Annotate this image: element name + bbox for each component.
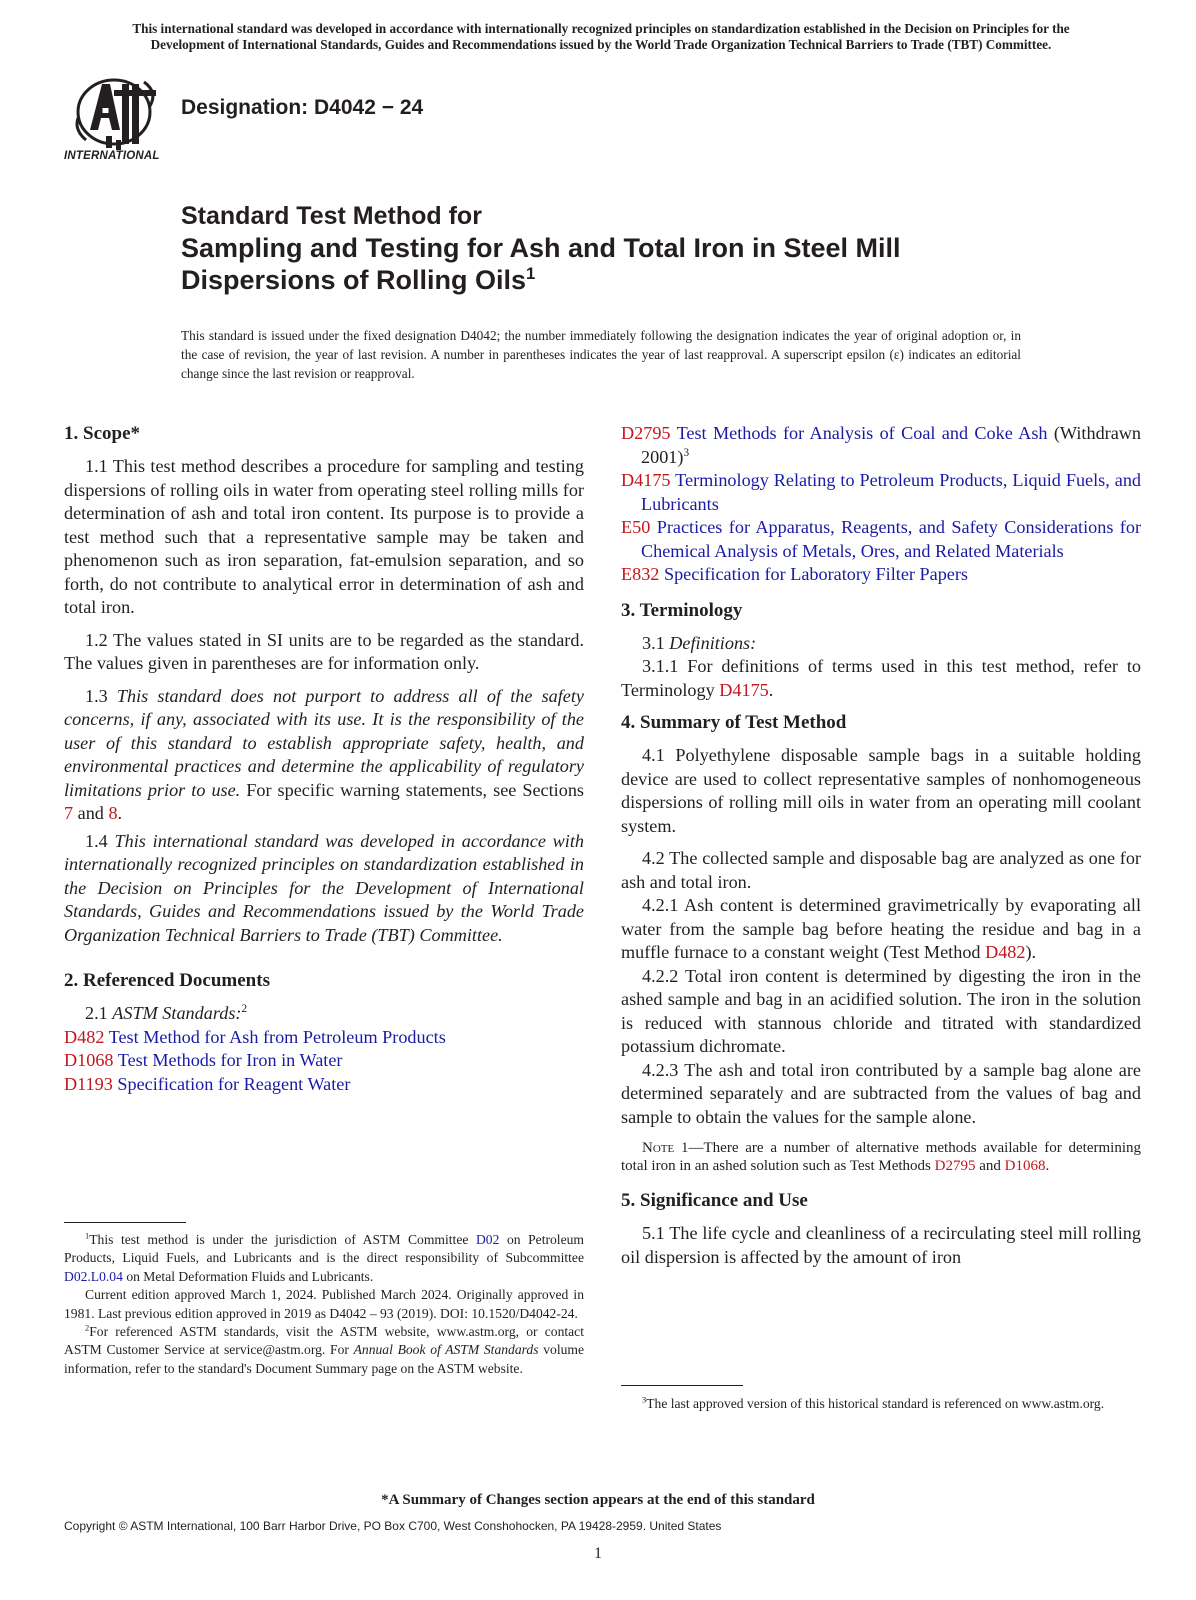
left-column — [64, 422, 584, 1096]
para-4-2-1 — [621, 894, 1141, 965]
footnote-2-italic: Annual Book of ASTM Standards — [353, 1342, 539, 1358]
title-footnote-mark[interactable]: 1 — [526, 264, 536, 283]
section-5-heading: 5. Significance and Use — [621, 1190, 808, 1211]
para-1-4-italic: This international standard was developed in accordance with internationally recognized principles on standardization established in the Decision on Principles for the Development of International Standards, Guides and Recommendations issued by the World Trade Organization Technical Barriers to Trade (TBT) Committee. — [64, 830, 585, 945]
footnote-2-text-a: For referenced ASTM standards, visit the ASTM website, www.astm.org, or contact ASTM Customer Service at service@astm.org. For — [64, 1324, 584, 1358]
d1068-link[interactable]: D1068 — [1004, 1158, 1046, 1174]
para-1-4 — [64, 830, 584, 948]
title-line3-text: Dispersions of Rolling Oils — [181, 265, 527, 295]
footnote-2 — [64, 1323, 584, 1378]
ref-title: Specification for Reagent Water — [117, 1073, 351, 1094]
section-4-heading: 4. Summary of Test Method — [621, 712, 847, 733]
subcommittee-link[interactable]: D02.L0.04 — [64, 1268, 123, 1284]
para-4-2-2: 4.2.2 Total iron content is determined by digesting the iron in the ashed sample and bag in an acidified solution. The iron in the solution is reduced with stannous chloride and titrated with standardized potassium dichromate. — [621, 965, 1141, 1056]
ref-code: D482 — [64, 1026, 105, 1047]
title-line1: Standard Test Method for — [181, 202, 482, 230]
ref-e832[interactable] — [621, 563, 1141, 587]
title-line3 — [181, 264, 1081, 296]
ref-title: Test Methods for Iron in Water — [117, 1050, 343, 1070]
right-column — [621, 422, 1141, 1278]
footnote-2-mark[interactable]: 2 — [241, 1002, 248, 1015]
section-1-heading: 1. Scope* — [64, 423, 140, 444]
footnote-1 — [64, 1231, 584, 1286]
para-2-1-num: 2.1 — [85, 1003, 108, 1023]
footnote-2-text-b: volume information, refer to the standard's Document Summary page on the ASTM website. — [64, 1342, 585, 1376]
committee-d02-link[interactable]: D02 — [475, 1232, 500, 1247]
para-5-1: 5.1 The life cycle and cleanliness of a recirculating steel mill rolling oil dispersion is affected by the amount of iron — [621, 1223, 1141, 1267]
para-2-1-italic: ASTM Standards: — [112, 1003, 242, 1023]
ref-title: Practices for Apparatus, Reagents, and Safety Considerations for Chemical Analysis of Metals, Ores, and Related Materials — [641, 517, 1142, 561]
para-1-3-italic: This standard does not purport to address all of the safety concerns, if any, associated with its use. It is the responsibility of the user of this standard to establish appropriate safety, health, and environmental practices and determine the applicability of regulatory limitations prior to use. — [64, 685, 584, 800]
copyright: Copyright © ASTM International, 100 Barr Harbor Drive, PO Box C700, West Conshohocken, PA 19428-2959. United States — [64, 1519, 722, 1533]
para-4-2-1-text: 4.2.1 Ash content is determined gravimetrically by evaporating all water from the sample bag before heating the residue and bag in a muffle furnace to a constant weight (Test Method — [621, 895, 1141, 962]
tbt-notice-line2: Development of International Standards, Guides and Recommendations issued by the World Trade Organization Technical Barriers to Trade (TBT) Committee. — [150, 37, 1052, 52]
tbt-notice — [58, 21, 1144, 53]
para-1-3-and: and — [77, 803, 104, 823]
ref-title: Specification for Laboratory Filter Papers — [663, 564, 968, 584]
ref-d482[interactable] — [64, 1026, 584, 1050]
note-1 — [621, 1139, 1141, 1175]
para-1-3-num: 1.3 — [85, 685, 108, 706]
para-4-1: 4.1 Polyethylene disposable sample bags in a suitable holding device are used to collect representative samples of nonhomogeneous dispersions of rolling mill oils in water from an operating mill coolant system. — [621, 745, 1141, 836]
section-7-link[interactable]: 7 — [64, 803, 74, 823]
footnote-1-mark: 1 — [85, 1230, 90, 1241]
para-4-2-3: 4.2.3 The ash and total iron contributed by a sample bag alone are determined separately and are subtracted from the values of bag and sample to obtain the values for the sample alone. — [621, 1059, 1141, 1127]
para-3-1-italic: Definitions: — [669, 632, 757, 653]
title-line2: Sampling and Testing for Ash and Total Iron in Steel Mill — [181, 233, 901, 263]
ref-withdrawn: (Withdrawn 2001) — [641, 423, 1142, 467]
footnote-1-edition: Current edition approved March 1, 2024. Published March 2024. Originally approved in 1981. Last previous edition approved in 2019 as D4042 – 93 (2019). DOI: 10.1520/D4042-24. — [64, 1287, 584, 1321]
logo-international-text: INTERNATIONAL — [64, 150, 160, 162]
footnote-rule-left — [64, 1222, 186, 1223]
page-title — [181, 200, 1081, 296]
note-1-label: Note 1 — [642, 1140, 689, 1156]
footnote-3-mark[interactable]: 3 — [683, 446, 690, 459]
footnotes-left — [64, 1231, 584, 1378]
note-1-text: —There are a number of alternative methods available for determining total iron in an ashed solution such as Test Methods — [621, 1140, 1141, 1174]
section-2-heading: 2. Referenced Documents — [64, 970, 270, 991]
para-3-1-num: 3.1 — [642, 632, 665, 653]
para-1-3-tail: For specific warning statements, see Sections — [246, 779, 584, 800]
footnote-1-text-b: on Petroleum Products, Liquid Fuels, and Lubricants and is the direct responsibility of Subcommittee — [64, 1232, 584, 1266]
d4175-link[interactable]: D4175 — [719, 679, 769, 700]
issue-note: This standard is issued under the fixed designation D4042; the number immediately following the designation indicates the year of original adoption or, in the case of revision, the year of last revision. A number in parentheses indicates the year of last reapproval. A superscript epsilon (ε) indicates an editorial change since the last revision or reapproval. — [181, 328, 1021, 381]
section-3-heading: 3. Terminology — [621, 599, 743, 621]
ref-code: D1193 — [64, 1073, 113, 1094]
ref-d1068[interactable] — [64, 1049, 584, 1073]
ref-d1193[interactable] — [64, 1073, 584, 1097]
footnote-3-text: The last approved version of this historical standard is referenced on www.astm.org. — [646, 1396, 1105, 1411]
ref-code: E50 — [621, 517, 651, 537]
ref-e50[interactable] — [621, 516, 1141, 563]
footnote-2-mark-bottom: 2 — [85, 1322, 90, 1333]
para-3-1 — [621, 632, 1141, 656]
ref-d2795[interactable] — [621, 422, 1141, 469]
para-1-1: 1.1 This test method describes a procedure for sampling and testing dispersions of rolling oils in water from operating steel rolling mills for determination of ash and total iron content. Its purpose is to provide a test method such that a representative sample may be taken and phenomenon such as iron separation, fat-emulsion separation, and so forth, do not contribute to analytical error in determination of ash and total iron. — [64, 456, 584, 617]
para-1-3 — [64, 685, 584, 826]
d482-link[interactable]: D482 — [985, 942, 1026, 962]
ref-code: D4175 — [621, 470, 671, 490]
astm-logo — [64, 70, 172, 166]
tbt-notice-line1: This international standard was developed in accordance with internationally recognized principles on standardization established in the Decision on Principles for the — [132, 21, 1070, 36]
ref-title: Test Methods for Analysis of Coal and Coke Ash — [676, 423, 1048, 443]
para-4-2-1-end: ). — [1025, 942, 1037, 962]
para-2-1 — [64, 1002, 584, 1026]
footnotes-right — [621, 1395, 1141, 1413]
note-1-and: and — [979, 1158, 1001, 1174]
page-number: 1 — [594, 1545, 602, 1562]
footnote-1-text-a: This test method is under the jurisdiction of ASTM Committee — [89, 1232, 469, 1247]
para-1-3-end: . — [117, 803, 123, 823]
d2795-link[interactable]: D2795 — [934, 1158, 976, 1174]
para-1-4-num: 1.4 — [85, 830, 108, 851]
para-3-1-1 — [621, 655, 1141, 702]
footnote-3 — [621, 1395, 1141, 1413]
ref-d4175[interactable] — [621, 469, 1141, 516]
para-4-2: 4.2 The collected sample and disposable bag are analyzed as one for ash and total iron. — [621, 848, 1141, 892]
ref-code: E832 — [621, 564, 660, 584]
ref-code: D2795 — [621, 423, 671, 443]
footnote-1-text-c: on Metal Deformation Fluids and Lubricants. — [126, 1268, 374, 1284]
ref-title: Test Method for Ash from Petroleum Products — [108, 1026, 446, 1047]
para-1-2: 1.2 The values stated in SI units are to be regarded as the standard. The values given in parentheses are for information only. — [64, 629, 584, 673]
designation: Designation: D4042 − 24 — [181, 96, 424, 119]
section-8-link[interactable]: 8 — [108, 803, 118, 823]
para-3-1-1-end: . — [768, 679, 774, 700]
ref-code: D1068 — [64, 1050, 114, 1070]
ref-title: Terminology Relating to Petroleum Products, Liquid Fuels, and Lubricants — [641, 470, 1142, 514]
summary-of-changes-note: *A Summary of Changes section appears at the end of this standard — [381, 1492, 815, 1508]
para-3-1-1-text: 3.1.1 For definitions of terms used in this test method, refer to Terminology — [621, 656, 1141, 700]
footnote-rule-right — [621, 1385, 743, 1386]
footnote-3-mark-bottom: 3 — [642, 1394, 647, 1405]
note-1-end: . — [1045, 1158, 1050, 1174]
